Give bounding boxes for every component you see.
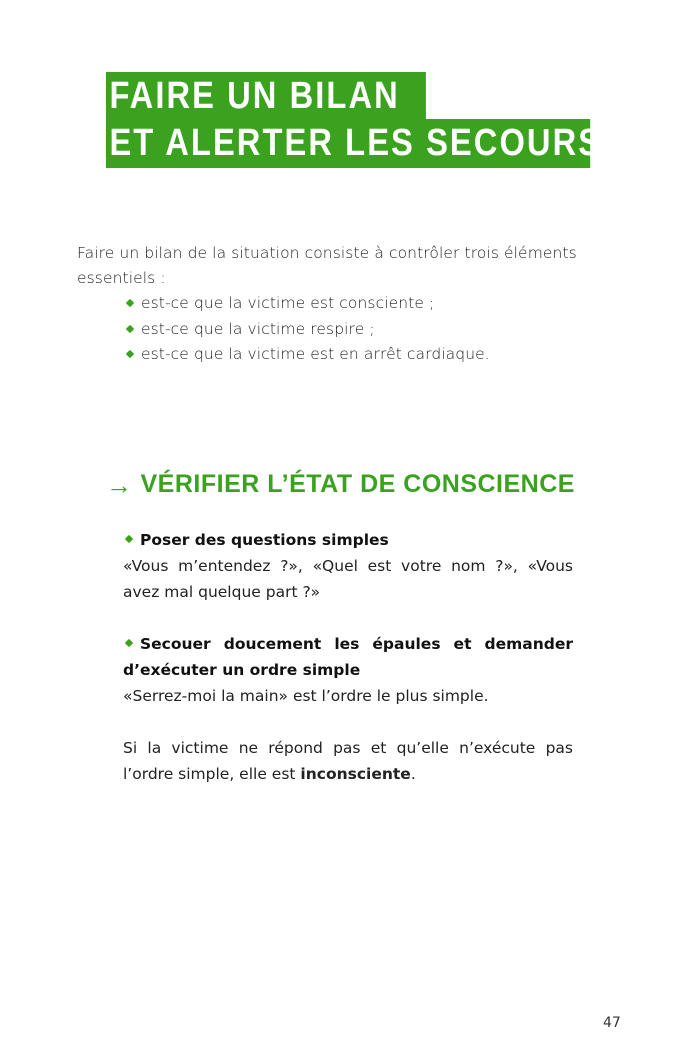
conclusion-text: Si la victime ne répond pas et qu’elle n’exécute pas l’ordre simple, elle est [123,739,573,783]
conclusion-end: . [410,765,416,783]
intro-paragraph: Faire un bilan de la situation consiste à contrôler trois éléments essentiels : [77,244,577,287]
step-title-text: Poser des questions simples [140,531,389,549]
conclusion-bold-term: inconsciente [300,765,411,783]
bullet-item [125,342,625,368]
title-line-1: FAIRE UN BILAN [106,72,426,119]
section-heading [106,470,575,499]
bullet-diamond-icon [125,639,133,647]
bullet-item [125,317,625,343]
page-title [106,72,669,168]
step-title-line-2: d’exécuter un ordre simple [123,661,361,679]
intro-section [77,241,625,368]
step-questions [123,527,573,605]
arrow-right-icon: → [106,469,133,500]
section-heading-text: VÉRIFIER L’ÉTAT DE CONSCIENCE [140,470,575,498]
title-line-2: ET ALERTER LES SECOURS [106,119,590,168]
bullet-text: est-ce que la victime est consciente ; [141,294,435,312]
bullet-diamond-icon [125,535,133,543]
bullet-item [125,291,625,317]
bullet-diamond-icon [126,324,134,332]
step-title-line-1 [123,631,573,657]
bullet-text: est-ce que la victime est en arrêt cardiaque. [141,345,490,363]
bullet-text: est-ce que la victime respire ; [141,319,375,338]
step-title-text: Secouer doucement les épaules et demander [140,635,573,653]
step-text: «Serrez-moi la main» est l’ordre le plus simple. [123,687,489,705]
page-number: 47 [603,1015,621,1031]
bullet-diamond-icon [126,350,134,358]
conclusion-paragraph [123,735,573,787]
bullet-diamond-icon [126,299,134,307]
section-body [123,527,573,787]
step-text: «Vous m’entendez ?», «Quel est votre nom ?», «Vous avez mal quelque part ?» [123,557,573,601]
step-shake-shoulders [123,631,573,709]
step-title [123,527,573,553]
intro-bullet-list [77,291,625,368]
